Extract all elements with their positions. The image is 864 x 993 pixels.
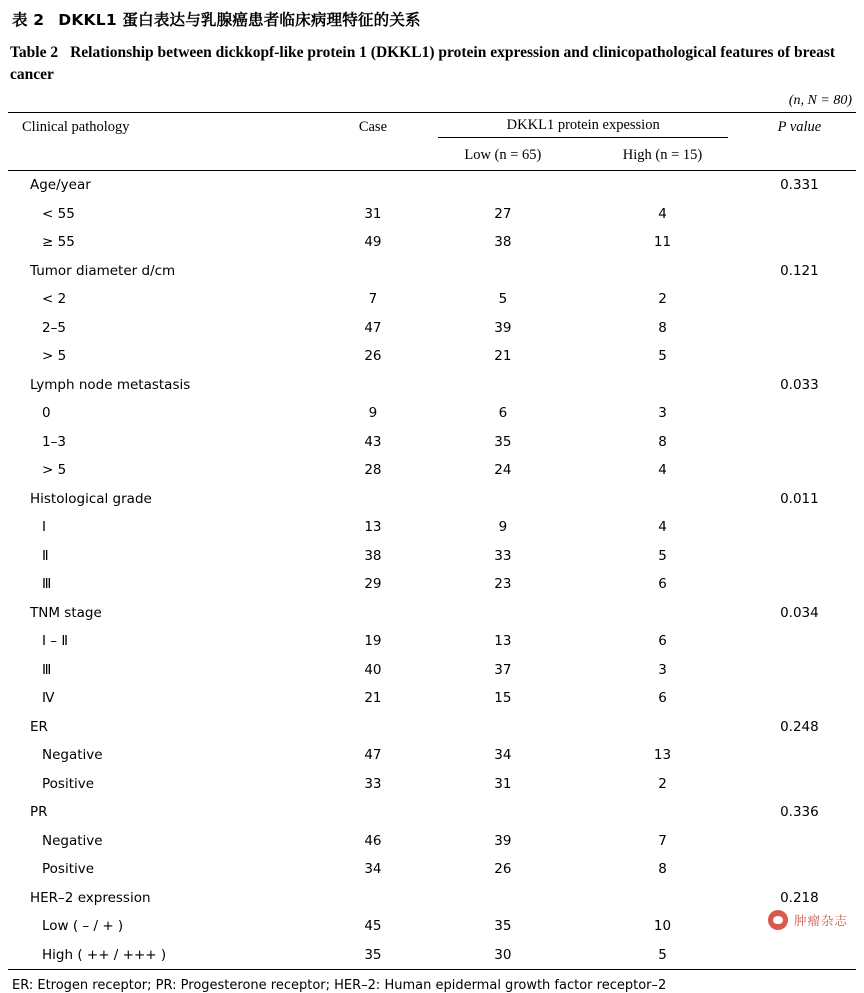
subheader-spacer-2	[322, 142, 423, 171]
row-label: < 2	[42, 291, 67, 308]
row-label: TNM stage	[30, 604, 102, 621]
chinese-table-caption: DKKL1 蛋白表达与乳腺癌患者临床病理特征的关系	[58, 11, 421, 29]
row-case	[322, 712, 423, 741]
row-high: 4	[658, 462, 667, 479]
row-label: 1–3	[42, 433, 66, 450]
row-label: Ⅱ	[42, 547, 49, 564]
row-low: 39	[494, 319, 512, 336]
row-case: 19	[364, 633, 382, 650]
row-label: Ⅲ	[42, 576, 52, 593]
row-p: 0.336	[780, 804, 819, 821]
row-label: 2–5	[42, 319, 66, 336]
row-case	[322, 370, 423, 399]
row-high: 4	[658, 519, 667, 536]
row-high	[582, 170, 743, 199]
row-low	[424, 798, 583, 827]
row-low: 33	[494, 547, 512, 564]
table-row	[8, 598, 856, 627]
row-high: 8	[658, 433, 667, 450]
row-case: 26	[364, 348, 382, 365]
results-table	[8, 112, 856, 970]
english-table-caption: Relationship between dickkopf-like protein 1 (DKKL1) protein expression and clinicopathological features of breast cancer	[10, 44, 836, 84]
row-p: 0.331	[743, 170, 856, 199]
table-row	[8, 798, 856, 827]
row-low	[424, 170, 583, 199]
row-low: 35	[494, 433, 512, 450]
table-row	[8, 170, 856, 199]
chinese-title	[8, 0, 856, 40]
row-low: 30	[494, 946, 512, 963]
row-case: 33	[364, 775, 382, 792]
row-low: 27	[494, 205, 512, 222]
row-low	[424, 484, 583, 513]
row-low: 37	[494, 661, 512, 678]
watermark	[768, 910, 848, 930]
table-header-row	[8, 112, 856, 142]
sample-size-note-text: (n, N = 80)	[788, 92, 852, 108]
row-case: 34	[364, 861, 382, 878]
table-row	[8, 456, 856, 485]
watermark-logo-icon	[768, 910, 788, 930]
row-high	[582, 598, 743, 627]
table-row	[8, 313, 856, 342]
row-label: Ⅲ	[42, 661, 52, 678]
row-high	[582, 370, 743, 399]
table-row	[8, 940, 856, 969]
row-high: 6	[658, 633, 667, 650]
row-label: ER	[30, 718, 48, 735]
header-p-value: P value	[743, 112, 856, 142]
row-low: 34	[494, 747, 512, 764]
table-row	[8, 684, 856, 713]
row-low	[424, 883, 583, 912]
row-p: 0.218	[780, 889, 819, 906]
row-low: 39	[494, 832, 512, 849]
table-subheader-row	[8, 142, 856, 171]
row-case	[322, 598, 423, 627]
row-p	[743, 769, 856, 798]
table-row	[8, 285, 856, 314]
row-case: 46	[364, 832, 382, 849]
english-table-label: Table 2	[10, 44, 59, 61]
row-label: Positive	[42, 775, 95, 792]
row-p	[743, 427, 856, 456]
table-row	[8, 769, 856, 798]
row-high: 6	[658, 576, 667, 593]
chinese-table-label: 表 2	[12, 11, 45, 29]
row-low: 6	[498, 405, 508, 422]
row-case	[322, 798, 423, 827]
table-row	[8, 883, 856, 912]
row-p: 0.011	[780, 490, 819, 507]
header-clinical-pathology: Clinical pathology	[8, 112, 322, 142]
row-label: Positive	[42, 861, 95, 878]
row-case: 45	[364, 918, 382, 935]
row-case	[322, 170, 423, 199]
row-p	[743, 541, 856, 570]
row-p	[743, 313, 856, 342]
row-label: Lymph node metastasis	[30, 376, 191, 393]
row-low: 15	[494, 690, 512, 707]
subheader-spacer-1	[8, 142, 322, 171]
row-p	[743, 684, 856, 713]
row-case: 47	[364, 747, 382, 764]
row-high	[582, 712, 743, 741]
row-label: Tumor diameter d/cm	[30, 262, 176, 279]
row-p: 0.121	[780, 262, 819, 279]
row-case	[322, 256, 423, 285]
table-footnote: ER: Etrogen receptor; PR: Progesterone receptor; HER–2: Human epidermal growth factor receptor–2	[12, 977, 667, 993]
row-low	[424, 256, 583, 285]
row-low	[424, 370, 583, 399]
row-label: 0	[42, 405, 51, 422]
table-row	[8, 199, 856, 228]
row-high: 10	[653, 918, 672, 935]
row-p: 0.033	[780, 376, 819, 393]
row-p	[743, 342, 856, 371]
row-case: 49	[364, 234, 382, 251]
row-label: HER–2 expression	[30, 889, 151, 906]
table-row	[8, 256, 856, 285]
row-p	[743, 855, 856, 884]
row-p	[743, 228, 856, 257]
table-row	[8, 627, 856, 656]
row-low	[424, 598, 583, 627]
subheader-low: Low (n = 65)	[464, 147, 542, 164]
row-high: 11	[653, 234, 672, 251]
row-p	[743, 199, 856, 228]
table-row	[8, 712, 856, 741]
table-row	[8, 427, 856, 456]
table-row	[8, 570, 856, 599]
row-case: 29	[364, 576, 382, 593]
table-row	[8, 370, 856, 399]
row-high: 5	[658, 547, 667, 564]
row-case: 7	[368, 291, 378, 308]
row-case	[322, 883, 423, 912]
row-high: 7	[658, 832, 667, 849]
row-p	[743, 655, 856, 684]
row-label: ≥ 55	[42, 234, 75, 251]
table-row	[8, 513, 856, 542]
row-label: Age/year	[8, 170, 322, 199]
row-case	[322, 484, 423, 513]
row-label: Negative	[42, 747, 103, 764]
row-low: 23	[494, 576, 512, 593]
table-row	[8, 484, 856, 513]
row-high: 13	[653, 747, 672, 764]
english-title	[8, 40, 856, 91]
row-label: PR	[30, 804, 48, 821]
table-row	[8, 342, 856, 371]
row-high	[582, 798, 743, 827]
row-low: 13	[494, 633, 512, 650]
row-label: > 5	[42, 462, 67, 479]
row-label: < 55	[42, 205, 75, 222]
row-p	[743, 456, 856, 485]
row-case: 21	[364, 690, 382, 707]
row-label: High ( ++ / +++ )	[42, 946, 167, 963]
table-row	[8, 855, 856, 884]
row-case: 9	[368, 405, 378, 422]
row-label: Ⅰ – Ⅱ	[42, 633, 68, 650]
row-p	[743, 285, 856, 314]
header-group	[424, 112, 743, 142]
row-case: 31	[364, 205, 382, 222]
row-high: 6	[658, 690, 667, 707]
row-case: 35	[364, 946, 382, 963]
sample-size-note	[8, 91, 856, 112]
row-low: 38	[494, 234, 512, 251]
table-row	[8, 541, 856, 570]
table-row	[8, 655, 856, 684]
row-low: 35	[494, 918, 512, 935]
row-high: 8	[658, 319, 667, 336]
row-case: 28	[364, 462, 382, 479]
header-group-label: DKKL1 protein expession	[438, 117, 728, 138]
row-p	[743, 570, 856, 599]
row-high	[582, 256, 743, 285]
table-row	[8, 399, 856, 428]
row-label: > 5	[42, 348, 67, 365]
row-high: 5	[658, 946, 667, 963]
row-case: 13	[364, 519, 382, 536]
header-case: Case	[322, 112, 423, 142]
row-label: Negative	[42, 832, 103, 849]
row-case: 47	[364, 319, 382, 336]
row-high: 5	[658, 348, 667, 365]
row-p	[743, 940, 856, 969]
row-high: 3	[658, 661, 667, 678]
row-low	[424, 712, 583, 741]
row-high: 2	[658, 775, 667, 792]
row-high	[582, 484, 743, 513]
table-row	[8, 912, 856, 941]
row-low: 9	[498, 519, 508, 536]
row-low: 24	[494, 462, 512, 479]
row-p	[743, 826, 856, 855]
row-p: 0.034	[780, 604, 819, 621]
watermark-text: 肿瘤杂志	[793, 913, 848, 928]
row-high: 3	[658, 405, 667, 422]
row-p	[743, 399, 856, 428]
row-high	[582, 883, 743, 912]
row-high: 8	[658, 861, 667, 878]
row-label: Ⅰ	[42, 519, 46, 536]
row-high: 4	[658, 205, 667, 222]
row-case: 38	[364, 547, 382, 564]
row-p	[743, 627, 856, 656]
row-low: 26	[494, 861, 512, 878]
row-low: 31	[494, 775, 512, 792]
row-p	[743, 513, 856, 542]
table-row	[8, 741, 856, 770]
row-low: 21	[494, 348, 512, 365]
subheader-high: High (n = 15)	[622, 147, 703, 164]
table-row	[8, 228, 856, 257]
row-label: Ⅳ	[42, 690, 55, 707]
subheader-spacer-3	[743, 142, 856, 171]
row-case: 40	[364, 661, 382, 678]
row-p: 0.248	[780, 718, 819, 735]
row-case: 43	[364, 433, 382, 450]
row-label: Low ( – / + )	[42, 918, 124, 935]
row-high: 2	[658, 291, 667, 308]
row-p	[743, 741, 856, 770]
table-row	[8, 826, 856, 855]
row-label: Histological grade	[30, 490, 152, 507]
row-low: 5	[498, 291, 508, 308]
